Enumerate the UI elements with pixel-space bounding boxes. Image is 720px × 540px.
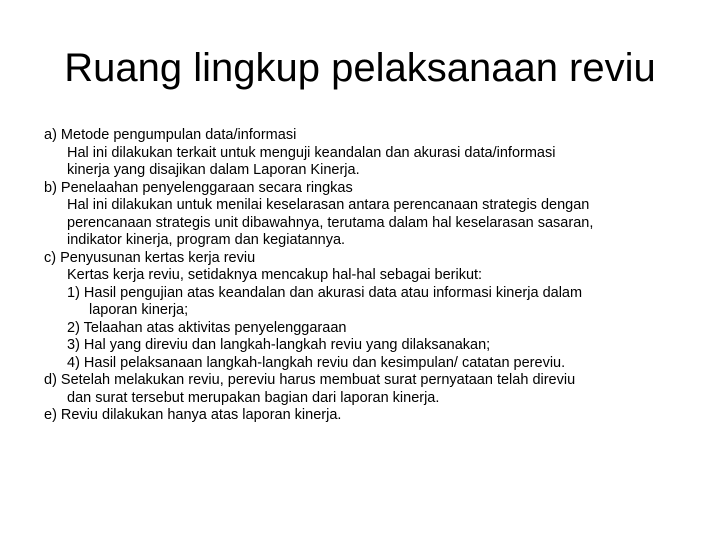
item-c-sub-1-line-1: 1) Hasil pengujian atas keandalan dan akurasi data atau informasi kinerja dalam bbox=[67, 284, 583, 301]
item-c-sub-1-line-2: laporan kinerja; bbox=[89, 302, 189, 318]
item-a-text-line-1: Hal ini dilakukan terkait untuk menguji keandalan dan akurasi data/informasi bbox=[67, 144, 556, 161]
item-c-heading: c) Penyusunan kertas kerja reviu bbox=[44, 249, 256, 266]
slide-title: Ruang lingkup pelaksanaan reviu bbox=[64, 46, 656, 90]
item-b-text-line-1: Hal ini dilakukan untuk menilai keselarasan antara perencanaan strategis dengan bbox=[67, 197, 590, 213]
item-b-text-line-3: indikator kinerja, program dan kegiatannya. bbox=[67, 232, 346, 248]
item-b-heading: b) Penelaahan penyelenggaraan secara ringkas bbox=[44, 179, 353, 196]
item-b-text-line-2: perencanaan strategis unit dibawahnya, terutama dalam hal keselarasan sasaran, bbox=[67, 214, 594, 231]
item-d-line-1: d) Setelah melakukan reviu, pereviu harus membuat surat pernyataan telah direviu bbox=[44, 372, 576, 388]
item-c-sub-3: 3) Hal yang direviu dan langkah-langkah reviu yang dilaksanakan; bbox=[67, 337, 491, 353]
item-c-sub-2: 2) Telaahan atas aktivitas penyelenggaraan bbox=[67, 319, 347, 336]
item-a-heading: a) Metode pengumpulan data/informasi bbox=[44, 127, 297, 143]
item-c-text-line-1: Kertas kerja reviu, setidaknya mencakup hal-hal sebagai berikut: bbox=[67, 267, 483, 283]
item-c-sub-4: 4) Hasil pelaksanaan langkah-langkah reviu dan kesimpulan/ catatan pereviu. bbox=[67, 354, 566, 371]
item-d-line-2: dan surat tersebut merupakan bagian dari laporan kinerja. bbox=[67, 389, 440, 406]
item-e: e) Reviu dilakukan hanya atas laporan kinerja. bbox=[44, 407, 342, 423]
item-a-text-line-2: kinerja yang disajikan dalam Laporan Kinerja. bbox=[67, 162, 360, 178]
slide-body bbox=[44, 127, 674, 425]
